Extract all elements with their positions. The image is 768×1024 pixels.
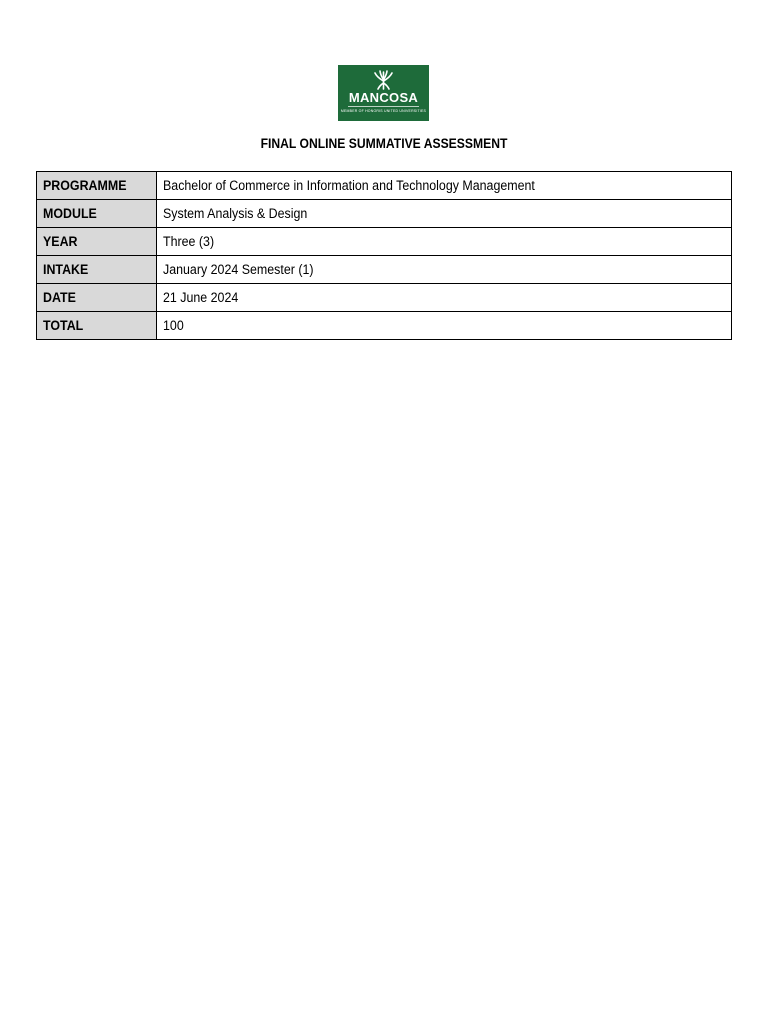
table-row: [37, 200, 732, 228]
row-value: [157, 284, 732, 312]
table-row: [37, 172, 732, 200]
row-value: [157, 172, 732, 200]
logo-wordmark: MANCOSA: [348, 90, 419, 105]
row-value-text: January 2024 Semester (1): [163, 262, 314, 277]
table-row: [37, 228, 732, 256]
tree-icon: [338, 65, 429, 91]
row-value-text: System Analysis & Design: [163, 206, 308, 221]
row-label-text: DATE: [43, 290, 76, 305]
row-label-text: MODULE: [43, 206, 97, 221]
assessment-info-table: [36, 171, 732, 340]
row-label-text: PROGRAMME: [43, 178, 127, 193]
row-value-text: 100: [163, 318, 184, 333]
row-label: [37, 312, 157, 340]
row-label-text: INTAKE: [43, 262, 89, 277]
row-value-text: Three (3): [163, 234, 215, 249]
table-row: [37, 312, 732, 340]
table-row: [37, 256, 732, 284]
row-label: [37, 172, 157, 200]
table-row: [37, 284, 732, 312]
mancosa-logo: [338, 65, 429, 121]
row-value: [157, 228, 732, 256]
logo-divider: [348, 106, 419, 107]
row-label: [37, 256, 157, 284]
row-value-text: Bachelor of Commerce in Information and Technology Management: [163, 178, 535, 193]
row-value: [157, 256, 732, 284]
row-label-text: TOTAL: [43, 318, 84, 333]
row-label-text: YEAR: [43, 234, 78, 249]
row-label: [37, 228, 157, 256]
row-value: [157, 200, 732, 228]
document-title: FINAL ONLINE SUMMATIVE ASSESSMENT: [260, 136, 508, 151]
row-label: [37, 284, 157, 312]
row-value: [157, 312, 732, 340]
logo-tagline: MEMBER OF HONORIS UNITED UNIVERSITIES: [340, 109, 427, 113]
row-value-text: 21 June 2024: [163, 290, 239, 305]
row-label: [37, 200, 157, 228]
